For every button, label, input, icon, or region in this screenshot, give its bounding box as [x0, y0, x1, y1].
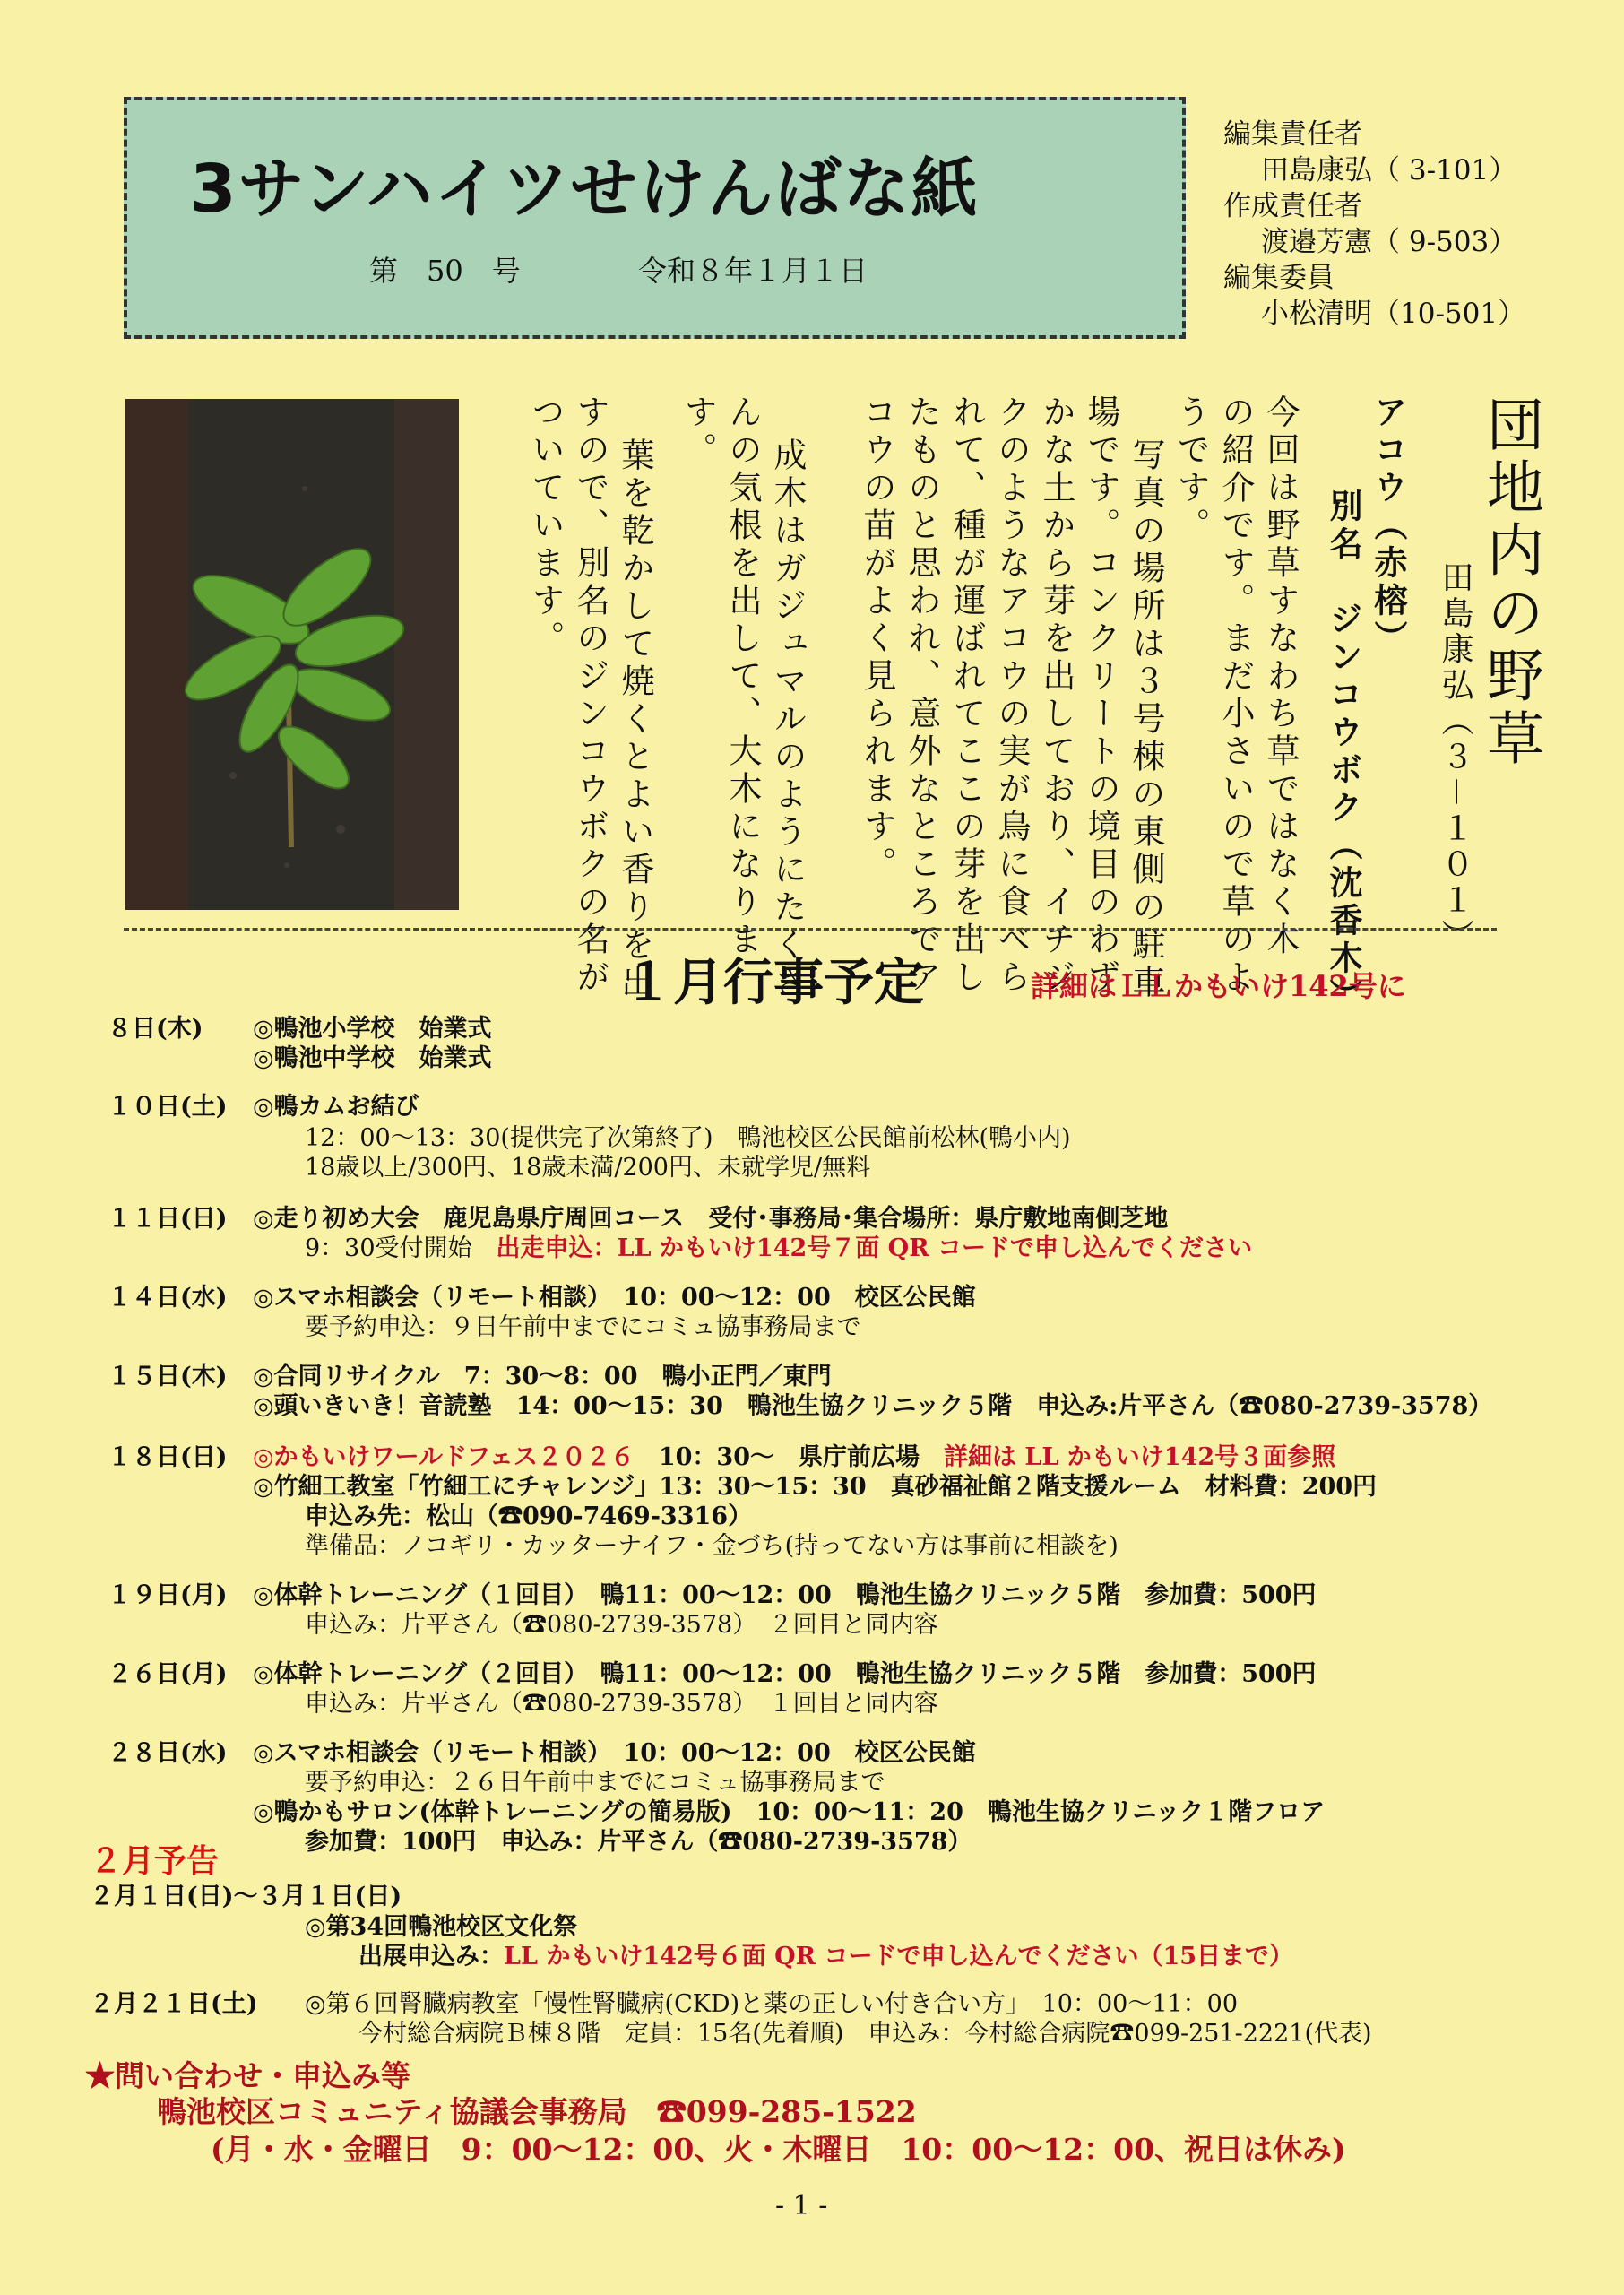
- event-item: ◎スマホ相談会（リモート相談） 10：00～12：00 校区公民館: [253, 1284, 976, 1312]
- plant-alt-name: 別名 ジンコウボク（沈香木）: [1324, 489, 1363, 1016]
- article-line: かな土から芽を出しており、イチジ: [1037, 394, 1075, 997]
- masthead: [124, 97, 1186, 339]
- article-line: んの気根を出して、大木になりま: [723, 394, 762, 959]
- event-item-text: 10：30～ 県庁前広場: [634, 1443, 920, 1471]
- event-detail: 申込み：片平さん（☎080-2739-3578） １回目と同内容: [305, 1690, 938, 1718]
- article-line: コウの苗がよく見られます。: [858, 394, 896, 884]
- event-item: ◎走り初め大会 鹿児島県庁周回コース 受付･事務局･集合場所：県庁敷地南側芝地: [253, 1205, 1169, 1233]
- event-item: ◎頭いきいき！音読塾 14：00～15：30 鴨池生協クリニック５階 申込み:片平さん（☎080-2739-3578）: [253, 1392, 1493, 1420]
- event-item: ◎鴨池小学校 始業式: [253, 1015, 492, 1043]
- article-line: すので、別名のジンコウボクの名が: [571, 394, 609, 997]
- event-detail: 要予約申込：２６日午前中までにコミュ協事務局まで: [305, 1769, 885, 1797]
- author-name: 渡邉芳憲（ 9-503）: [1261, 226, 1517, 258]
- chief-editor-label: 編集責任者: [1223, 118, 1362, 151]
- schedule-note: 詳細はＬＬかもいけ142号に: [1031, 969, 1406, 1003]
- article-line: す。: [678, 394, 717, 470]
- article-line: たものと思われ、意外なところでア: [903, 394, 941, 997]
- event-detail: 今村総合病院Ｂ棟８階 定員：15名(先着順) 申込み：今村総合病院☎099-251-2221(代表): [358, 2020, 1372, 2048]
- article-line: 成木はガジュマルのようにたくさ: [768, 437, 807, 1002]
- page-number: - 1 -: [775, 2190, 828, 2221]
- member-name: 小松清明（10-501）: [1261, 298, 1526, 330]
- event-detail: 参加費：100円 申込み：片平さん（☎080-2739-3578）: [305, 1828, 972, 1856]
- event-item: ◎第34回鴨池校区文化祭: [305, 1913, 578, 1941]
- issue-date: 令和８年１月１日: [638, 254, 868, 288]
- chief-editor-name: 田島康弘（ 3-101）: [1261, 154, 1517, 186]
- event-detail: [305, 1228, 1252, 1263]
- event-detail: 要予約申込：９日午前中までにコミュ協事務局まで: [305, 1313, 861, 1341]
- event-item: ◎合同リサイクル 7：30～8：00 鴨小正門／東門: [253, 1363, 832, 1390]
- event-item: ◎鴨カムお結び: [253, 1093, 419, 1121]
- event-date: ２８日(水): [108, 1739, 228, 1767]
- plant-photo: [125, 399, 459, 910]
- event-date: １８日(日): [108, 1443, 228, 1471]
- event-date: １４日(水): [108, 1284, 228, 1312]
- event-date: ２６日(月): [108, 1660, 228, 1688]
- event-detail-text: 出展申込み：: [358, 1943, 504, 1970]
- event-date: １９日(月): [108, 1581, 228, 1609]
- event-item: ◎竹細工教室「竹細工にチャレンジ」13：30～15：30 真砂福祉館２階支援ルーム 材料費：200円: [253, 1473, 1378, 1501]
- article-line: れて、種が運ばれてここの芽を出し: [947, 394, 986, 997]
- event-detail: 申込み：片平さん（☎080-2739-3578） ２回目と同内容: [305, 1611, 938, 1639]
- event-item: ◎第６回腎臓病教室「慢性腎臓病(CKD)と薬の正しい付き合い方」 10：00～11：00: [305, 1990, 1239, 2018]
- event-highlight: ◎かもいけワールドフェス２０２６: [253, 1443, 635, 1471]
- event-date: １５日(木): [108, 1363, 228, 1390]
- article-line: 葉を乾かして焼くとよい香りを出: [616, 437, 654, 1002]
- schedule-title: １月行事予定: [623, 954, 924, 1012]
- event-detail: 12：00～13：30(提供完了次第終了) 鴨池校区公民館前松林(鴨小内): [305, 1124, 1071, 1152]
- issue-number: 第 50 号: [369, 254, 521, 288]
- event-detail: 準備品：ノコギリ・カッターナイフ・金づち(持ってない方は事前に相談を): [305, 1532, 1119, 1560]
- event-notice: 詳細は LL かもいけ142号３面参照: [920, 1443, 1336, 1471]
- article-line: 写真の場所は３号棟の東側の駐車: [1127, 437, 1165, 1002]
- event-date: ２月１日(日)～３月１日(日): [90, 1883, 402, 1910]
- event-detail: 18歳以上/300円、18歳未満/200円、未就学児/無料: [305, 1154, 871, 1182]
- article-line: ついています。: [526, 394, 565, 658]
- article-line: クのようなアコウの実が鳥に食べら: [992, 394, 1031, 997]
- event-detail-text: 9：30受付開始: [305, 1234, 472, 1262]
- article-author: 田島康弘（３－１０１）: [1437, 560, 1473, 955]
- event-item: ◎体幹トレーニング（１回目） 鴨11：00～12：00 鴨池生協クリニック５階 参加費：500円: [253, 1581, 1317, 1609]
- event-notice: LL かもいけ142号６面 QR コードで申し込んでください（15日まで）: [504, 1943, 1294, 1970]
- event-date: １０日(土): [108, 1093, 228, 1121]
- event-item: ◎鴨池中学校 始業式: [253, 1044, 492, 1072]
- member-label: 編集委員: [1223, 262, 1335, 294]
- article-title: 団地内の野草: [1477, 394, 1543, 771]
- contact-hours: (月・水・金曜日 9：00～12：00、火・木曜日 10：00～12：00、祝日は休み): [211, 2132, 1346, 2167]
- article-line: 場です。コンクリートの境目のわず: [1082, 394, 1120, 997]
- author-label: 作成責任者: [1223, 190, 1362, 222]
- contact-heading: ★問い合わせ・申込み等: [85, 2058, 410, 2093]
- event-item: ◎体幹トレーニング（２回目） 鴨11：00～12：00 鴨池生協クリニック５階 参加費：500円: [253, 1660, 1317, 1688]
- contact-office: 鴨池校区コミュニティ協議会事務局 ☎099-285-1522: [157, 2094, 917, 2129]
- plant-name: アコウ（赤榕）: [1369, 394, 1408, 658]
- article-line: の紹介です。まだ小さいので草のよ: [1216, 394, 1255, 997]
- event-item: ◎鴨かもサロン(体幹トレーニングの簡易版) 10：00～11：20 鴨池生協クリニック１階フロア: [253, 1798, 1326, 1826]
- february-title: ２月予告: [90, 1842, 220, 1880]
- event-date: ８日(木): [108, 1015, 203, 1043]
- section-divider: [124, 928, 1497, 931]
- event-date: ２月２１日(土): [90, 1990, 258, 2018]
- article-line: うです。: [1171, 394, 1210, 545]
- editor-credits: [1223, 117, 1525, 332]
- event-item: ◎スマホ相談会（リモート相談） 10：00～12：00 校区公民館: [253, 1739, 976, 1767]
- event-date: １１日(日): [108, 1205, 228, 1233]
- newsletter-title: 3サンハイツせけんばな紙: [190, 151, 980, 228]
- event-detail: [358, 1936, 1293, 1971]
- event-detail: 申込み先：松山（☎090-7469-3316）: [305, 1503, 753, 1530]
- event-notice: 出走申込：LL かもいけ142号７面 QR コードで申し込んでください: [496, 1234, 1253, 1262]
- article-line: 今回は野草すなわち草ではなく木: [1261, 394, 1300, 959]
